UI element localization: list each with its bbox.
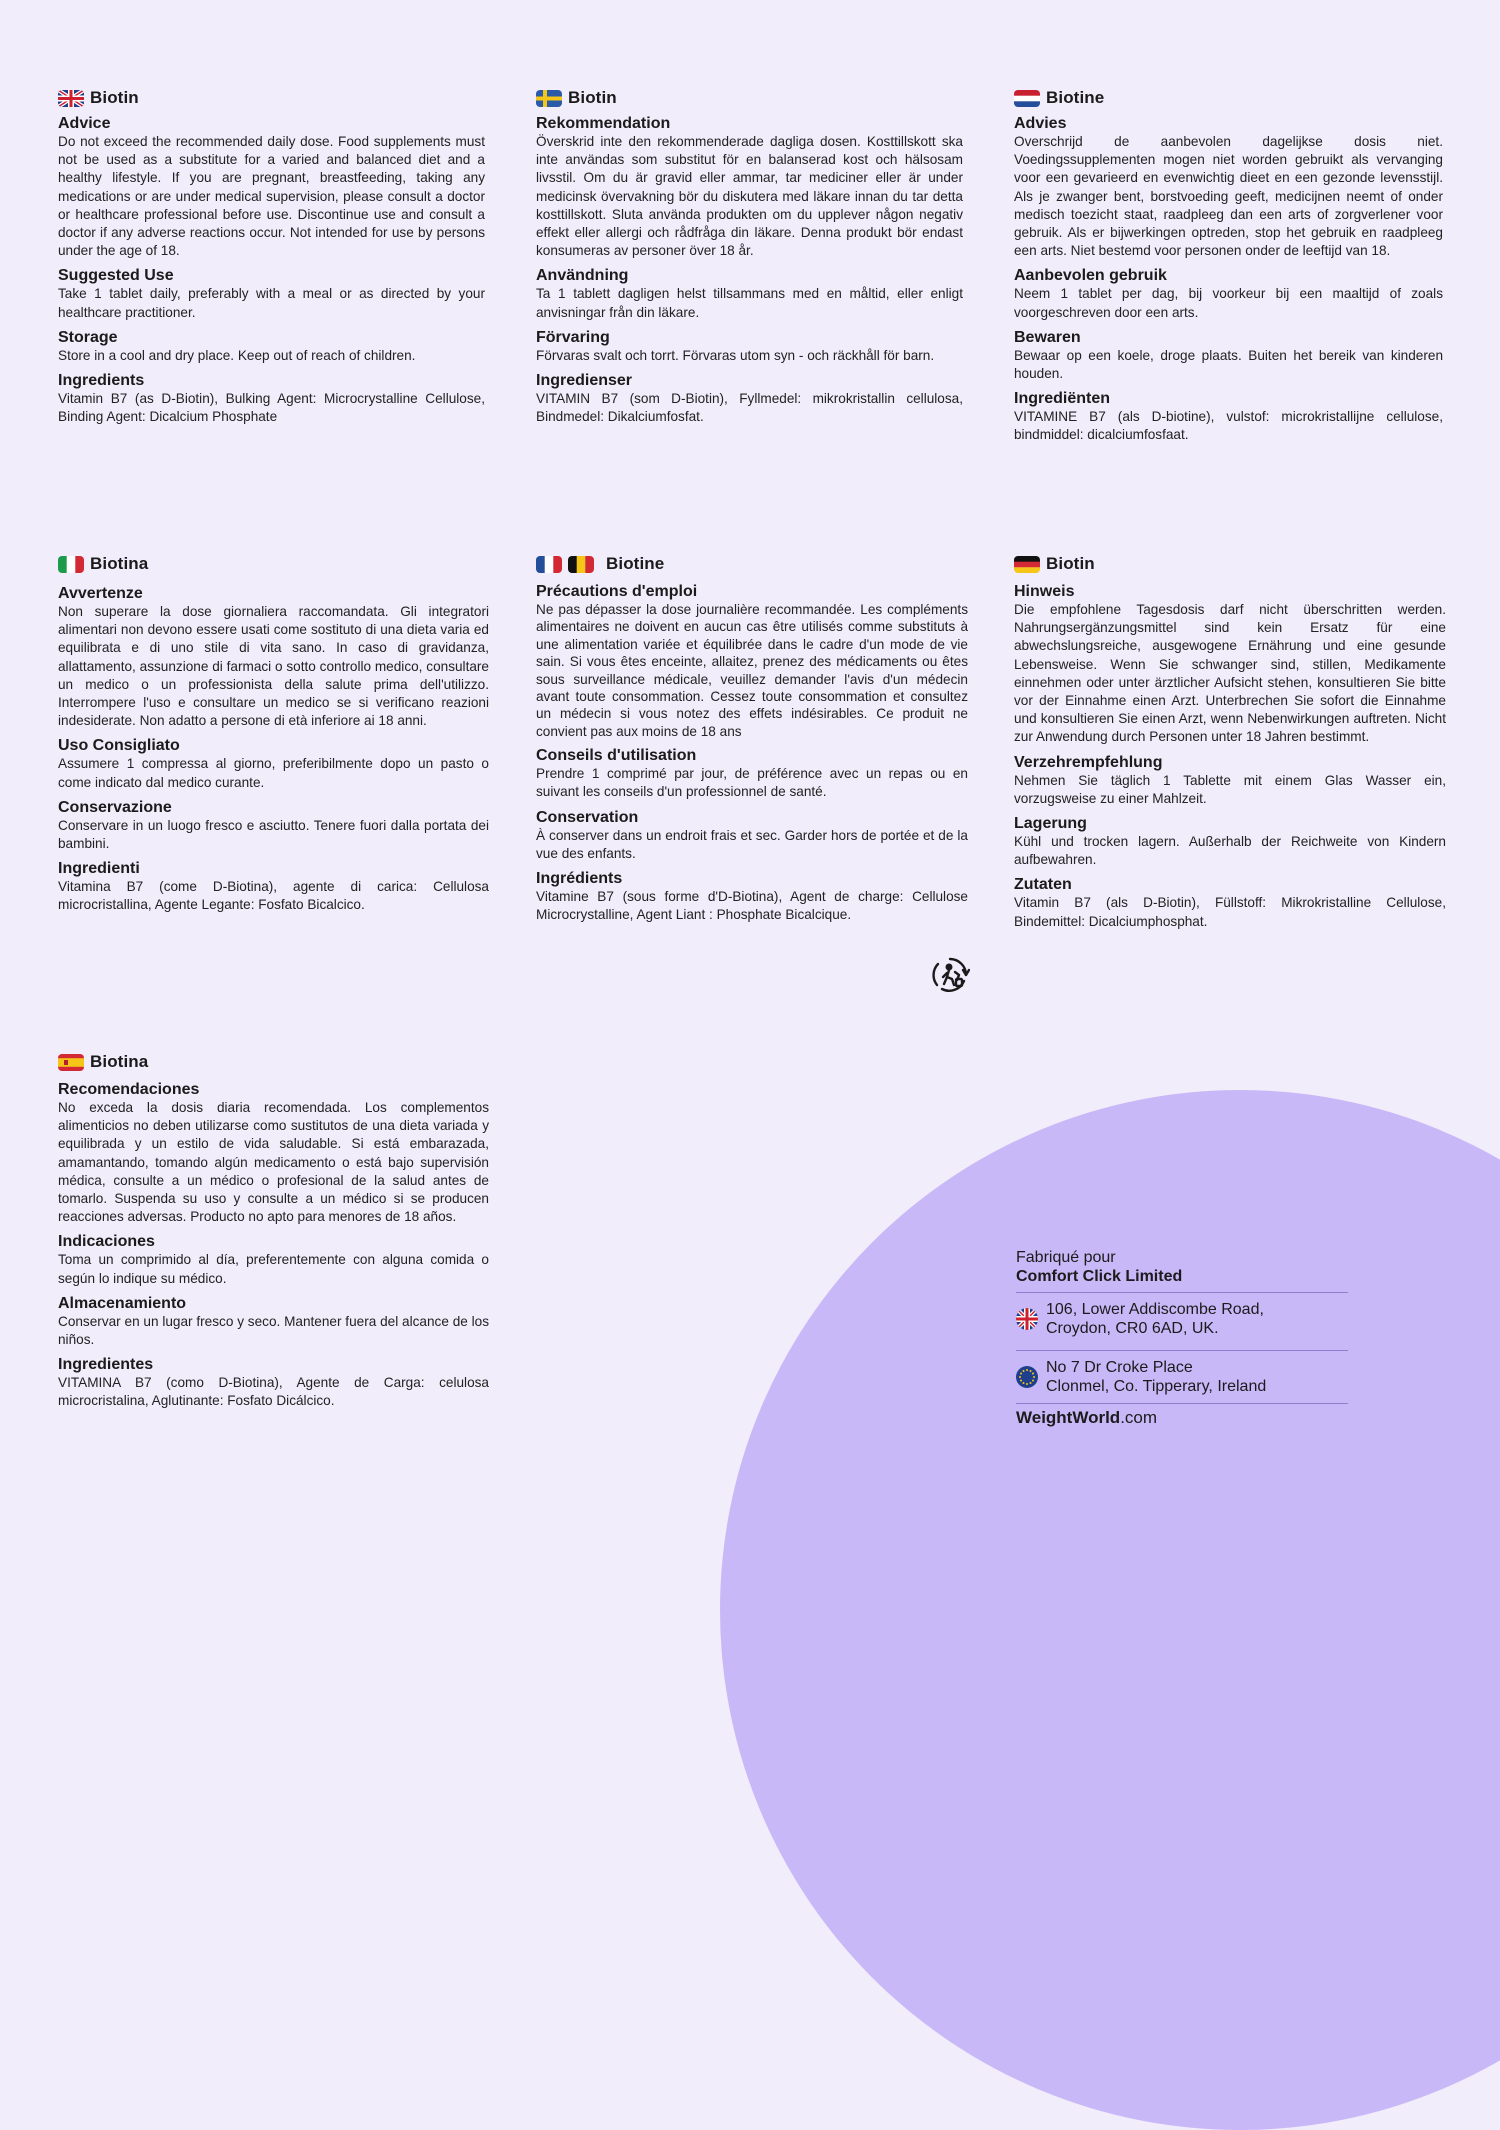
storage-text: Conservare in un luogo fresco e asciutto. Tenere fuori dalla portata dei bambini. xyxy=(58,817,489,852)
section-es xyxy=(58,1051,489,1417)
eu-address xyxy=(1016,1350,1348,1402)
advice-heading: Recomendaciones xyxy=(58,1081,200,1098)
use-text: Toma un comprimido al día, preferentemente con alguna comida o según lo indique su médico. xyxy=(58,1252,489,1286)
uk-flag-icon xyxy=(58,90,84,107)
use-text: Neem 1 tablet per dag, bij voorkeur bij een maaltijd of zoals voorgeschreven door een arts. xyxy=(1014,286,1443,320)
germany-flag-icon xyxy=(1014,556,1040,573)
section-nl xyxy=(1014,87,1443,451)
advice-heading: Rekommendation xyxy=(536,115,671,132)
use-heading: Conseils d'utilisation xyxy=(536,747,697,765)
website-text xyxy=(1016,1403,1348,1428)
advice-heading: Avvertenze xyxy=(58,585,143,602)
advice-text: Ne pas dépasser la dose journalière recommandée. Les compléments alimentaires ne doivent en aucun cas être utilisés comme substituts à une alimentation variée et équilibrée dans le cadre d'un mode de vie sain. Si vous êtes enceinte, allaitez, prenez des médicaments ou êtes sous surveillance médicale, veuillez demander l'avis d'un médecin avant toute consommation. Cessez toute consommation et consultez un médecin si vous notez des effets indésirables. Ce produit ne convient pas aux moins de 18 ans xyxy=(536,602,968,739)
advice-text: No exceda la dosis diaria recomendada. Los complementos alimenticios no deben utilizarse como sustitutos de una dieta variada y equilibrada y un estilo de vida saludable. Si está embarazada, amamantando, tomando algún medicamento o está bajo supervisión médica, consulte a un médico o profesional de la salud antes de tomarlo. Suspenda su uso y consulte a un médico si se producen reacciones adversas. Producto no apto para menores de 18 años. xyxy=(58,1100,489,1225)
manufacturer-address-block xyxy=(1016,1248,1348,1428)
section-sv xyxy=(536,87,963,432)
storage-heading: Lagerung xyxy=(1014,815,1087,833)
section-title: Biotine xyxy=(1046,88,1105,107)
uk-address-line1: 106, Lower Addiscombe Road, xyxy=(1046,1301,1264,1318)
use-heading: Uso Consigliato xyxy=(58,737,180,755)
advice-text: Do not exceed the recommended daily dose. Food supplements must not be used as a substitute for a varied and balanced diet and a healthy lifestyle. If you are pregnant, breastfeeding, taking any medications or are under medical supervision, please consult a doctor or healthcare professional before use. Discontinue use and consult a doctor if any adverse reactions occur. Not intended for use by persons under the age of 18. xyxy=(58,134,485,259)
italy-flag-icon xyxy=(58,556,84,573)
ingredients-text: Vitamin B7 (als D-Biotin), Füllstoff: Mikrokristalline Cellulose, Bindemittel: Dicalciumphosphat. xyxy=(1014,895,1446,929)
section-it xyxy=(58,553,489,921)
storage-text: À conserver dans un endroit frais et sec. Garder hors de portée et de la vue des enfants. xyxy=(536,827,968,861)
section-title: Biotina xyxy=(90,1052,149,1071)
use-heading: Aanbevolen gebruik xyxy=(1014,267,1167,285)
use-heading: Suggested Use xyxy=(58,267,174,285)
decorative-circle xyxy=(720,1090,1500,2130)
ingredients-text: VITAMINA B7 (como D-Biotina), Agente de Carga: celulosa microcristalina, Aglutinante: Fosfato Dicálcico. xyxy=(58,1375,489,1409)
ingredients-text: Vitamine B7 (sous forme d'D-Biotina), Agent de charge: Cellulose Microcrystalline, Agent Liant : Phosphate Bicalcique. xyxy=(536,889,968,923)
use-text: Prendre 1 comprimé par jour, de préférence avec un repas ou en suivant les conseils d'un professionnel de santé. xyxy=(536,766,968,800)
advice-heading: Précautions d'emploi xyxy=(536,583,698,600)
advice-text: Die empfohlene Tagesdosis darf nicht überschritten werden. Nahrungsergänzungsmittel sind kein Ersatz für eine abwechslungsreiche, ausgewogene Ernährung und eine gesunde Lebensweise. Wenn Sie schwanger sind, stillen, Medikamente einnehmen oder unter ärztlicher Aufsicht stehen, konsultieren Sie bitte vor der Einnahme einen Arzt. Unterbrechen Sie sofort die Einnahme und konsultieren Sie einen Arzt, wenn Nebenwirkungen auftreten. Nicht zur Anwendung durch Personen unter 18 Jahren bestimmt. xyxy=(1014,602,1446,745)
eu-address-line1: No 7 Dr Croke Place xyxy=(1046,1359,1193,1376)
ingredients-heading: Ingredienti xyxy=(58,860,140,878)
storage-heading: Förvaring xyxy=(536,328,610,346)
advice-heading: Advies xyxy=(1014,115,1067,132)
ingredients-heading: Ingredienser xyxy=(536,372,633,390)
section-title: Biotin xyxy=(90,88,139,107)
spain-flag-icon xyxy=(58,1054,84,1071)
storage-text: Kühl und trocken lagern. Außerhalb der Reichweite von Kindern aufbewahren. xyxy=(1014,834,1446,868)
website-brand: WeightWorld xyxy=(1016,1408,1121,1427)
section-fr xyxy=(536,553,968,930)
use-text: Nehmen Sie täglich 1 Tablette mit einem Glas Wasser ein, vorzugsweise zu einer Mahlzeit. xyxy=(1014,772,1446,806)
ingredients-heading: Zutaten xyxy=(1014,876,1072,894)
section-de xyxy=(1014,553,1446,937)
france-flag-icon xyxy=(536,556,562,573)
use-heading: Indicaciones xyxy=(58,1233,155,1251)
advice-heading: Hinweis xyxy=(1014,583,1075,600)
belgium-flag-icon xyxy=(568,556,594,573)
storage-heading: Conservation xyxy=(536,808,639,826)
storage-text: Conservar en un lugar fresco y seco. Mantener fuera del alcance de los niños. xyxy=(58,1313,489,1348)
ingredients-text: VITAMINE B7 (als D-biotine), vulstof: microkristallijne cellulose, bindmiddel: dicalciumfosfaat. xyxy=(1014,409,1443,443)
storage-heading: Storage xyxy=(58,328,118,346)
made-for-label: Fabriqué pour xyxy=(1016,1249,1116,1266)
storage-text: Förvaras svalt och torrt. Förvaras utom syn - och räckhåll för barn. xyxy=(536,347,935,363)
use-heading: Användning xyxy=(536,267,629,285)
storage-heading: Conservazione xyxy=(58,798,172,816)
section-title: Biotin xyxy=(1046,554,1095,573)
use-heading: Verzehrempfehlung xyxy=(1014,753,1163,771)
advice-text: Överskrid inte den rekommenderade dagliga dosen. Kosttillskott ska inte användas som substitut för en balanserad kost och hälsosam livsstil. Om du är gravid eller ammar, tar mediciner eller är under medicinsk övervakning bör du diskutera med läkare innan du tar detta kosttillskott. Sluta använda produkten om du upplever någon negativ effekt eller allergi och rådfråga din läkare. Denna produkt bör endast konsumeras av personer över 18 år. xyxy=(536,134,963,259)
use-text: Assumere 1 compressa al giorno, preferibilmente dopo un pasto o come indicato dal medico curante. xyxy=(58,756,489,790)
eu-flag-icon xyxy=(1016,1366,1038,1388)
advice-heading: Advice xyxy=(58,115,111,132)
uk-address xyxy=(1016,1292,1348,1344)
storage-heading: Bewaren xyxy=(1014,328,1081,346)
use-text: Take 1 tablet daily, preferably with a meal or as directed by your healthcare practitioner. xyxy=(58,286,485,320)
ingredients-heading: Ingrediënten xyxy=(1014,390,1111,408)
section-title: Biotine xyxy=(606,554,665,573)
uk-flag-icon xyxy=(1016,1308,1038,1330)
netherlands-flag-icon xyxy=(1014,90,1040,107)
eu-address-line2: Clonmel, Co. Tipperary, Ireland xyxy=(1046,1378,1267,1395)
company-name: Comfort Click Limited xyxy=(1016,1268,1183,1285)
recycling-icon xyxy=(930,955,970,1000)
storage-text: Store in a cool and dry place. Keep out of reach of children. xyxy=(58,347,416,363)
use-text: Ta 1 tablett dagligen helst tillsammans med en måltid, eller enligt anvisningar från din läkare. xyxy=(536,286,963,320)
sweden-flag-icon xyxy=(536,90,562,107)
advice-text: Non superare la dose giornaliera raccomandata. Gli integratori alimentari non devono essere usati come sostituto di una dieta varia ed equilibrata e di uno stile di vita sano. In caso di gravidanza, allattamento, assunzione di farmaci o sotto controllo medico, consultare un medico o un professionista della salute prima dell'utilizzo. Interrompere l'uso e consultare un medico se si verificano reazioni indesiderate. Non adatto a persone di età inferiore ai 18 anni. xyxy=(58,604,489,729)
ingredients-heading: Ingrédients xyxy=(536,870,623,888)
ingredients-text: Vitamina B7 (come D-Biotina), agente di carica: Cellulosa microcristallina, Agente Legante: Fosfato Bicalcico. xyxy=(58,879,489,913)
advice-text: Overschrijd de aanbevolen dagelijkse dosis niet. Voedingssupplementen mogen niet worden gebruikt als vervanging voor een gevarieerd en evenwichtig dieet en een gezonde levensstijl. Als je zwanger bent, borstvoeding geeft, medicijnen neemt of onder medisch toezicht staat, raadpleeg dan een arts of zorgverlener voor gebruik. Als er bijwerkingen optreden, stop het gebruik en raadpleeg een arts. Niet bestemd voor personen onder de leeftijd van 18. xyxy=(1014,134,1443,259)
ingredients-heading: Ingredients xyxy=(58,372,145,390)
storage-heading: Almacenamiento xyxy=(58,1294,187,1312)
storage-text: Bewaar op een koele, droge plaats. Buiten het bereik van kinderen houden. xyxy=(1014,347,1443,382)
uk-address-line2: Croydon, CR0 6AD, UK. xyxy=(1046,1320,1219,1337)
website-domain: .com xyxy=(1120,1408,1158,1427)
section-title: Biotin xyxy=(568,88,617,107)
section-en xyxy=(58,87,485,432)
ingredients-text: VITAMIN B7 (som D-Biotin), Fyllmedel: mikrokristallin cellulosa, Bindmedel: Dikalciumfosfat. xyxy=(536,391,963,425)
section-title: Biotina xyxy=(90,554,149,573)
ingredients-text: Vitamin B7 (as D-Biotin), Bulking Agent: Microcrystalline Cellulose, Binding Agent: Dicalcium Phosphate xyxy=(58,391,485,425)
ingredients-heading: Ingredientes xyxy=(58,1356,154,1374)
